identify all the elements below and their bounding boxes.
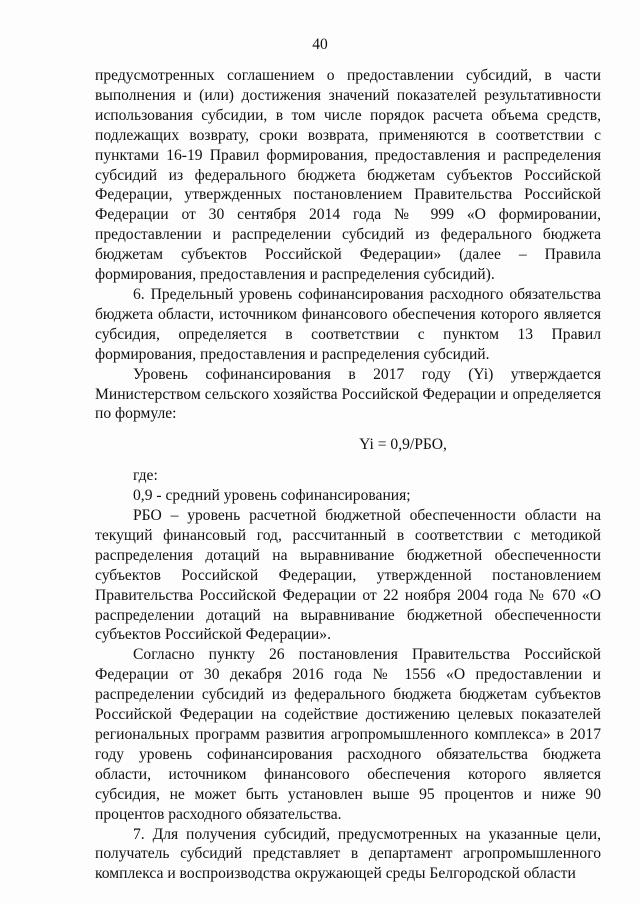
paragraph-continuation: предусмотренных соглашением о предоставлении субсидий, в части выполнения и (или) достижения значений показателей результативности использования субсидии, в том числе порядок расчета объема средств, подлежащих возврату, сроки возврата, применяются в соответствии с пунктами 16-19 Правил формирования, предоставления и распределения субсидий из федерального бюджета бюджетам субъектов Российской Федерации, утвержденных постановлением Правительства Российской Федерации от 30 сентября 2014 года № 999 «О формировании, предоставлении и распределении субсидий из федерального бюджета бюджетам субъектов Российской Федерации» (далее – Правила формирования, предоставления и распределения субсидий). <box>95 67 601 284</box>
formula: Yi = 0,9/РБО, <box>359 436 447 454</box>
paragraph-item-6: 6. Предельный уровень софинансирования расходного обязательства бюджета области, источником финансового обеспечения которого является субсидия, определяется в соответствии с пунктом 13 Правил формирования, предоставления и распределения субсидий. <box>95 285 601 363</box>
paragraph-item-7: 7. Для получения субсидий, предусмотренных на указанные цели, получатель субсидий представляет в департамент агропромышленного комплекса и воспроизводства окружающей среды Белгородской области <box>95 825 601 883</box>
paragraph-cofinancing-level: Уровень софинансирования в 2017 году (Yi) утверждается Министерством сельского хозяйства Российской Федерации и определяется по формуле: <box>95 365 601 423</box>
formula-definition-rbo: РБО – уровень расчетной бюджетной обеспеченности области на текущий финансовый год, рассчитанный в соответствии с методикой распределения дотаций на выравнивание бюджетной обеспеченности субъектов Российской Федерации, утвержденной постановлением Правительства Российской Федерации от 22 ноября 2004 года № 670 «О распределении дотаций на выравнивание бюджетной обеспеченности субъектов Российской Федерации». <box>95 507 601 644</box>
page-number: 40 <box>312 36 328 53</box>
paragraph-according-resolution: Согласно пункту 26 постановления Правительства Российской Федерации от 30 декабря 2016 года № 1556 «О предоставлении и распределении субсидий из федерального бюджета бюджетам субъектов Российской Федерации на содействие достижению целевых показателей региональных программ развития агропромышленного комплекса» в 2017 году уровень софинансирования расходного обязательства бюджета области, источником финансового обеспечения которого является субсидия, не может быть установлен выше 95 процентов и ниже 90 процентов расходного обязательства. <box>95 646 601 823</box>
formula-definition-0-9: 0,9 - средний уровень софинансирования; <box>133 487 411 505</box>
document-body <box>95 66 601 884</box>
formula-where-label: где: <box>133 467 158 485</box>
